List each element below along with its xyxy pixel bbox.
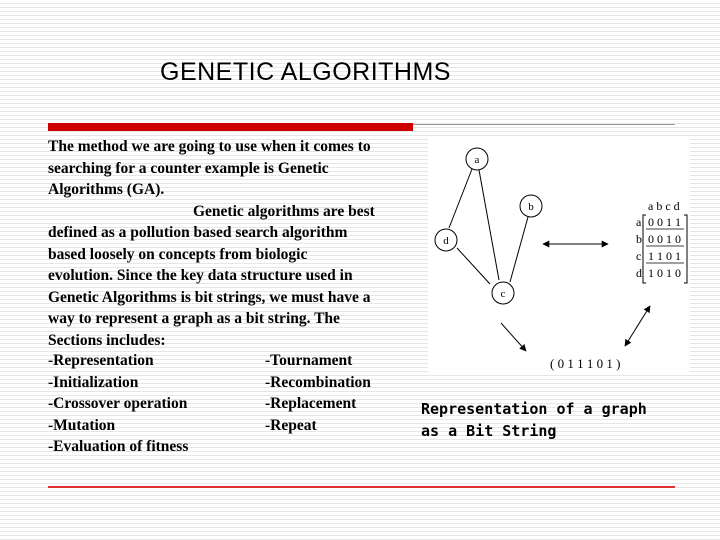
section-item: -Representation — [48, 352, 154, 369]
node-a — [466, 148, 488, 170]
body-line: way to represent a graph as a bit string. The — [48, 310, 340, 327]
caption-line: Representation of a graph — [421, 400, 647, 418]
body-line: searching for a counter example is Genetic — [48, 159, 329, 177]
edge-a-d — [449, 169, 472, 228]
bit-string: ( 0 1 1 1 0 1 ) — [550, 356, 621, 371]
body-line: Genetic algorithms are best — [193, 202, 375, 220]
matrix-row-bits: 0 0 1 1 — [648, 215, 681, 229]
matrix-row-label: a — [636, 215, 642, 229]
section-item: -Crossover operation — [48, 395, 188, 412]
section-item: -Evaluation of fitness — [48, 438, 189, 455]
section-item: -Recombination — [265, 373, 371, 391]
bottom-rule — [48, 486, 675, 488]
figure-caption — [421, 399, 701, 442]
slide-title: GENETIC ALGORITHMS — [160, 58, 451, 86]
section-item: -Tournament — [265, 352, 353, 369]
body-line: The method we are going to use when it comes to — [48, 138, 371, 155]
graph-figure — [428, 138, 690, 373]
node-label: d — [443, 235, 449, 247]
arrow-graph-bitstring — [501, 323, 526, 351]
matrix-row-bits: 1 0 1 0 — [648, 266, 681, 280]
node-label: b — [528, 201, 534, 213]
edge-b-c — [510, 217, 528, 282]
graph-diagram — [428, 138, 690, 373]
caption-line: as a Bit String — [421, 421, 557, 440]
body-text — [48, 136, 438, 351]
body-line: evolution. Since the key data structure used in — [48, 267, 353, 284]
matrix-bracket-right — [684, 215, 687, 283]
matrix-row-label: b — [636, 232, 642, 246]
matrix-row-bits: 0 0 1 0 — [648, 232, 681, 246]
body-line: based loosely on concepts from biologic — [48, 245, 308, 263]
sections-left-column — [48, 350, 248, 458]
section-item: -Replacement — [265, 395, 357, 412]
matrix-row-bits: 1 1 0 1 — [648, 249, 681, 263]
section-item: -Repeat — [265, 416, 317, 434]
node-c — [492, 282, 514, 304]
node-b — [520, 195, 542, 217]
body-line: Genetic Algorithms is bit strings, we must have a — [48, 288, 371, 306]
matrix-header: a b c d — [648, 199, 680, 213]
edge-d-c — [457, 248, 490, 284]
node-d — [435, 229, 457, 251]
node-label: a — [474, 154, 480, 166]
matrix-row-label: c — [636, 249, 642, 263]
section-item: -Mutation — [48, 416, 116, 434]
node-label: c — [500, 288, 506, 300]
arrow-matrix-bitstring — [625, 306, 650, 346]
matrix-row-label: d — [636, 266, 642, 280]
body-line: Algorithms (GA). — [48, 181, 165, 198]
edge-a-c — [479, 170, 499, 280]
adjacency-matrix — [636, 199, 687, 283]
body-line: Sections includes: — [48, 331, 166, 349]
title-underline-red — [48, 123, 413, 131]
title-underline-grey — [413, 124, 675, 125]
body-line: defined as a pollution based search algorithm — [48, 224, 348, 241]
section-item: -Initialization — [48, 373, 139, 391]
matrix-bracket-left — [643, 215, 646, 283]
